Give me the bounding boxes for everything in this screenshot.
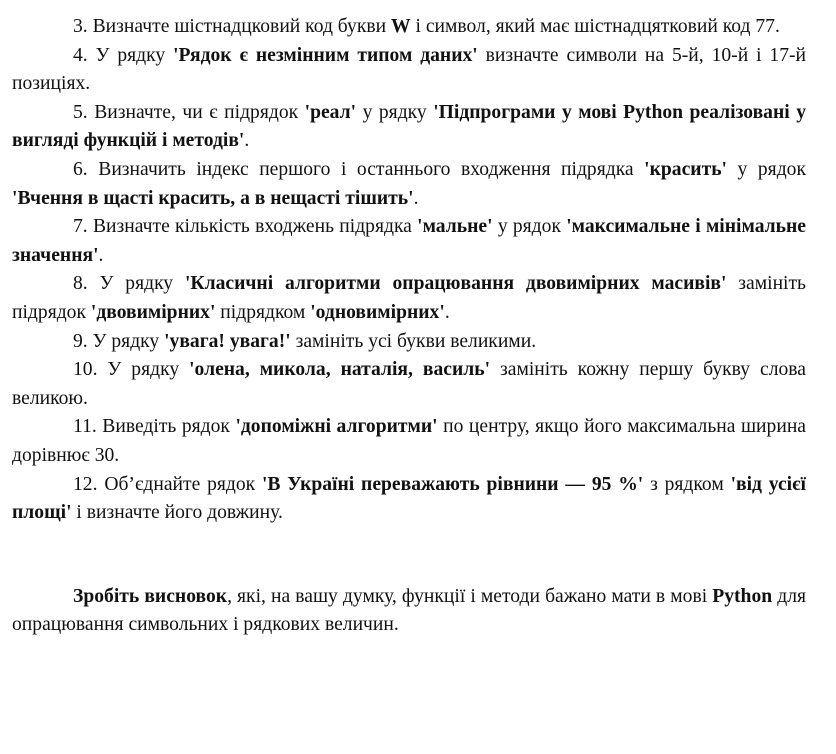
task-emphasis: 'реал': [304, 101, 357, 123]
task-emphasis: 'Вчення в щасті красить, а в нещасті тішить': [12, 187, 414, 209]
task-text: Визначте кількість входжень підрядка: [92, 216, 418, 238]
task-text: Об’єднайте рядок: [104, 473, 262, 495]
task-text: Визначить індекс першого і останнього входження підрядка: [98, 158, 645, 180]
conclusion-text: для опрацювання символьних і рядкових величин.: [12, 585, 806, 636]
section-gap: [12, 528, 806, 583]
task-emphasis: 'красить': [644, 158, 727, 180]
task-text: Виведіть рядок: [102, 416, 236, 438]
task-text: і визначте його довжину.: [71, 502, 283, 524]
task-emphasis: 'увага! увага!': [164, 330, 291, 352]
task-number: 5.: [73, 101, 88, 123]
task-text: у рядок: [727, 158, 806, 180]
task-text: замініть усі букви великими.: [290, 330, 537, 352]
task-text: Визначте, чи є підрядок: [94, 101, 305, 123]
task-number: 11.: [73, 416, 97, 438]
task-emphasis: 'допоміжні алгоритми': [235, 416, 438, 438]
task-item: [12, 356, 806, 413]
conclusion-text: , які, на вашу думку, функції і методи бажано мати в мові: [227, 585, 713, 607]
task-emphasis: 'мальне': [417, 216, 493, 238]
task-text: Визначте шістнадцковий код букви: [92, 16, 391, 37]
task-emphasis: 'одновимірних': [310, 301, 445, 323]
task-text: і символ, який має шістнадцятковий код 77.: [410, 16, 780, 37]
task-number: 8.: [73, 273, 88, 295]
task-text: замініть підрядок: [12, 273, 806, 323]
task-emphasis: 'максимальне і мінімальне значення': [12, 216, 806, 266]
task-text: визначте символи на 5-й, 10-й і 17-й позиціях.: [12, 44, 807, 95]
task-text: з рядком: [643, 473, 731, 495]
conclusion-paragraph: [12, 583, 806, 640]
task-item: [12, 213, 806, 270]
task-emphasis: 'від усієї площі': [12, 473, 806, 524]
task-text: У рядку: [95, 44, 174, 66]
task-text: підрядком: [215, 301, 311, 323]
task-text: по центру, якщо його максимальна ширина дорівнює 30.: [12, 416, 807, 466]
task-text: у рядок: [492, 216, 567, 238]
task-item: [12, 328, 806, 357]
task-item: [12, 13, 806, 42]
task-item: [12, 471, 806, 528]
task-text: замініть кожну першу букву слова великою.: [12, 359, 806, 409]
task-text: У рядку: [99, 273, 185, 295]
conclusion-emphasis: Python: [712, 585, 773, 607]
task-emphasis: 'двовимірних': [90, 301, 216, 323]
task-number: 4.: [73, 44, 88, 66]
task-number: 7.: [73, 216, 88, 238]
task-emphasis: W: [390, 16, 411, 37]
task-emphasis: 'В Україні переважають рівнини — 95 %': [261, 473, 644, 495]
task-text: У рядку: [92, 330, 165, 352]
task-item: [12, 156, 806, 213]
task-item: [12, 42, 806, 99]
task-emphasis: 'Підпрограми у мові Python реалізовані у вигляді функцій і методів': [12, 101, 807, 152]
task-item: [12, 413, 806, 470]
task-list: [12, 13, 806, 528]
conclusion-emphasis: Зробіть висновок: [73, 585, 228, 607]
task-emphasis: 'олена, микола, наталія, василь': [189, 359, 491, 381]
task-item: [12, 99, 806, 156]
task-text: У рядку: [107, 359, 190, 381]
task-text: у рядку: [356, 101, 434, 123]
task-number: 10.: [73, 359, 98, 381]
task-number: 3.: [73, 16, 88, 37]
task-number: 12.: [73, 473, 98, 495]
task-emphasis: 'Рядок є незмінним типом даних': [173, 44, 478, 66]
task-text: .: [444, 301, 450, 323]
task-text: .: [244, 130, 250, 152]
task-number: 6.: [73, 158, 88, 180]
task-text: .: [98, 244, 104, 266]
task-item: [12, 270, 806, 327]
task-emphasis: 'Класичні алгоритми опрацювання двовимірних масивів': [184, 273, 727, 295]
task-number: 9.: [73, 330, 88, 352]
task-text: .: [413, 187, 419, 209]
